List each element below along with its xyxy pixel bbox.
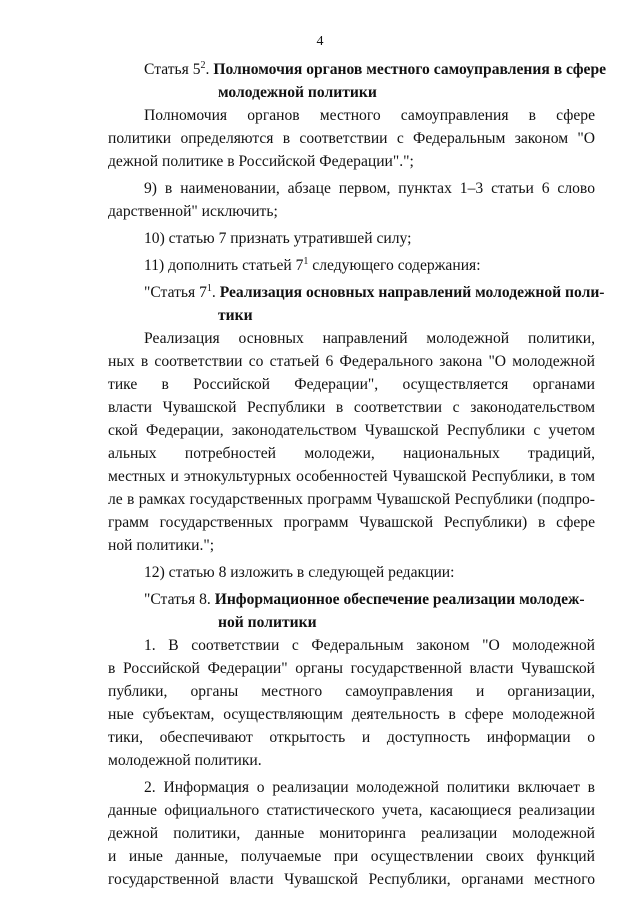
text-line: молодежной политики.	[108, 752, 262, 769]
article-heading	[108, 588, 595, 611]
superscript: 1	[303, 256, 309, 267]
text-line: 10) статью 7 признать утратившей силу;	[144, 230, 412, 247]
text-fragment: 11) дополнить статьей 7	[144, 257, 304, 274]
text-line: ные субъектам, осуществляющим деятельность в сфере молодежной	[108, 706, 595, 723]
superscript: 2	[200, 60, 206, 71]
text-line: 12) статью 8 изложить в следующей редакции:	[144, 564, 455, 581]
article-title: Информационное обеспечение реализации молодеж-	[214, 591, 585, 608]
article-title-cont: ной политики	[218, 614, 317, 631]
article-heading	[108, 58, 607, 81]
text-line: 1. В соответствии с Федеральным законом "О молодежной	[144, 637, 595, 654]
text-line: публики, органы местного самоуправления и организации,	[108, 683, 595, 700]
article-dot: .	[211, 284, 220, 301]
article-title: Полномочия органов местного самоуправления в сфере	[213, 61, 607, 78]
superscript: 1	[206, 283, 212, 294]
article-heading	[108, 281, 605, 304]
article-dot: .	[205, 61, 214, 78]
text-line: политики определяются в соответствии с Федеральным законом "О	[108, 130, 595, 147]
text-line: ных в соответствии со статьей 6 Федерального закона "О молодежной	[108, 353, 595, 370]
article-label: "Статья 8.	[144, 591, 215, 608]
article-title-cont: тики	[218, 307, 253, 324]
text-line: ле в рамках государственных программ Чувашской Республики (подпро-	[108, 491, 595, 508]
article-label: Статья 5	[144, 61, 201, 78]
text-line: местных и этнокультурных особенностей Чувашской Республики, в том	[108, 468, 595, 485]
text-line: в Российской Федерации" органы государственной власти Чувашской	[108, 660, 595, 677]
text-line: ской Федерации, законодательством Чувашской Республики с учетом	[108, 422, 595, 439]
article-title: Реализация основных направлений молодежной поли-	[219, 284, 605, 301]
text-line: дежной политики, данные мониторинга реализации молодежной	[108, 825, 595, 842]
text-line: 2. Информация о реализации молодежной политики включает в	[144, 779, 595, 796]
text-line: ной политики.";	[108, 537, 215, 554]
page-number: 4	[316, 34, 324, 49]
text-line: 9) в наименовании, абзаце первом, пунктах 1–3 статьи 6 слово	[144, 180, 595, 197]
text-line: Реализация основных направлений молодежной политики,	[144, 330, 595, 347]
text-line: тики, обеспечивают открытость и доступность информации о	[108, 729, 595, 746]
text-line: данные официального статистического учета, касающиеся реализации	[108, 802, 595, 819]
article-title-cont: молодежной политики	[218, 84, 377, 101]
text-line: дарственной" исключить;	[108, 203, 278, 220]
document-body	[108, 58, 607, 891]
text-line: грамм государственных программ Чувашской Республики) в сфере	[108, 514, 595, 531]
text-line: государственной власти Чувашской Республики, органами местного	[108, 871, 595, 888]
text-fragment: следующего содержания:	[308, 257, 481, 274]
text-line: дежной политике в Российской Федерации".";	[108, 153, 414, 170]
text-line	[108, 254, 595, 277]
text-line: тике в Российской Федерации", осуществляется органами	[108, 376, 595, 393]
article-label: "Статья 7	[144, 284, 207, 301]
text-line: Полномочия органов местного самоуправления в сфере	[144, 107, 595, 124]
text-line: власти Чувашской Республики в соответствии с законодательством	[108, 399, 595, 416]
text-line: альных потребностей молодежи, национальных традиций,	[108, 445, 595, 462]
text-line: и иные данные, получаемые при осуществлении своих функций	[108, 848, 595, 865]
